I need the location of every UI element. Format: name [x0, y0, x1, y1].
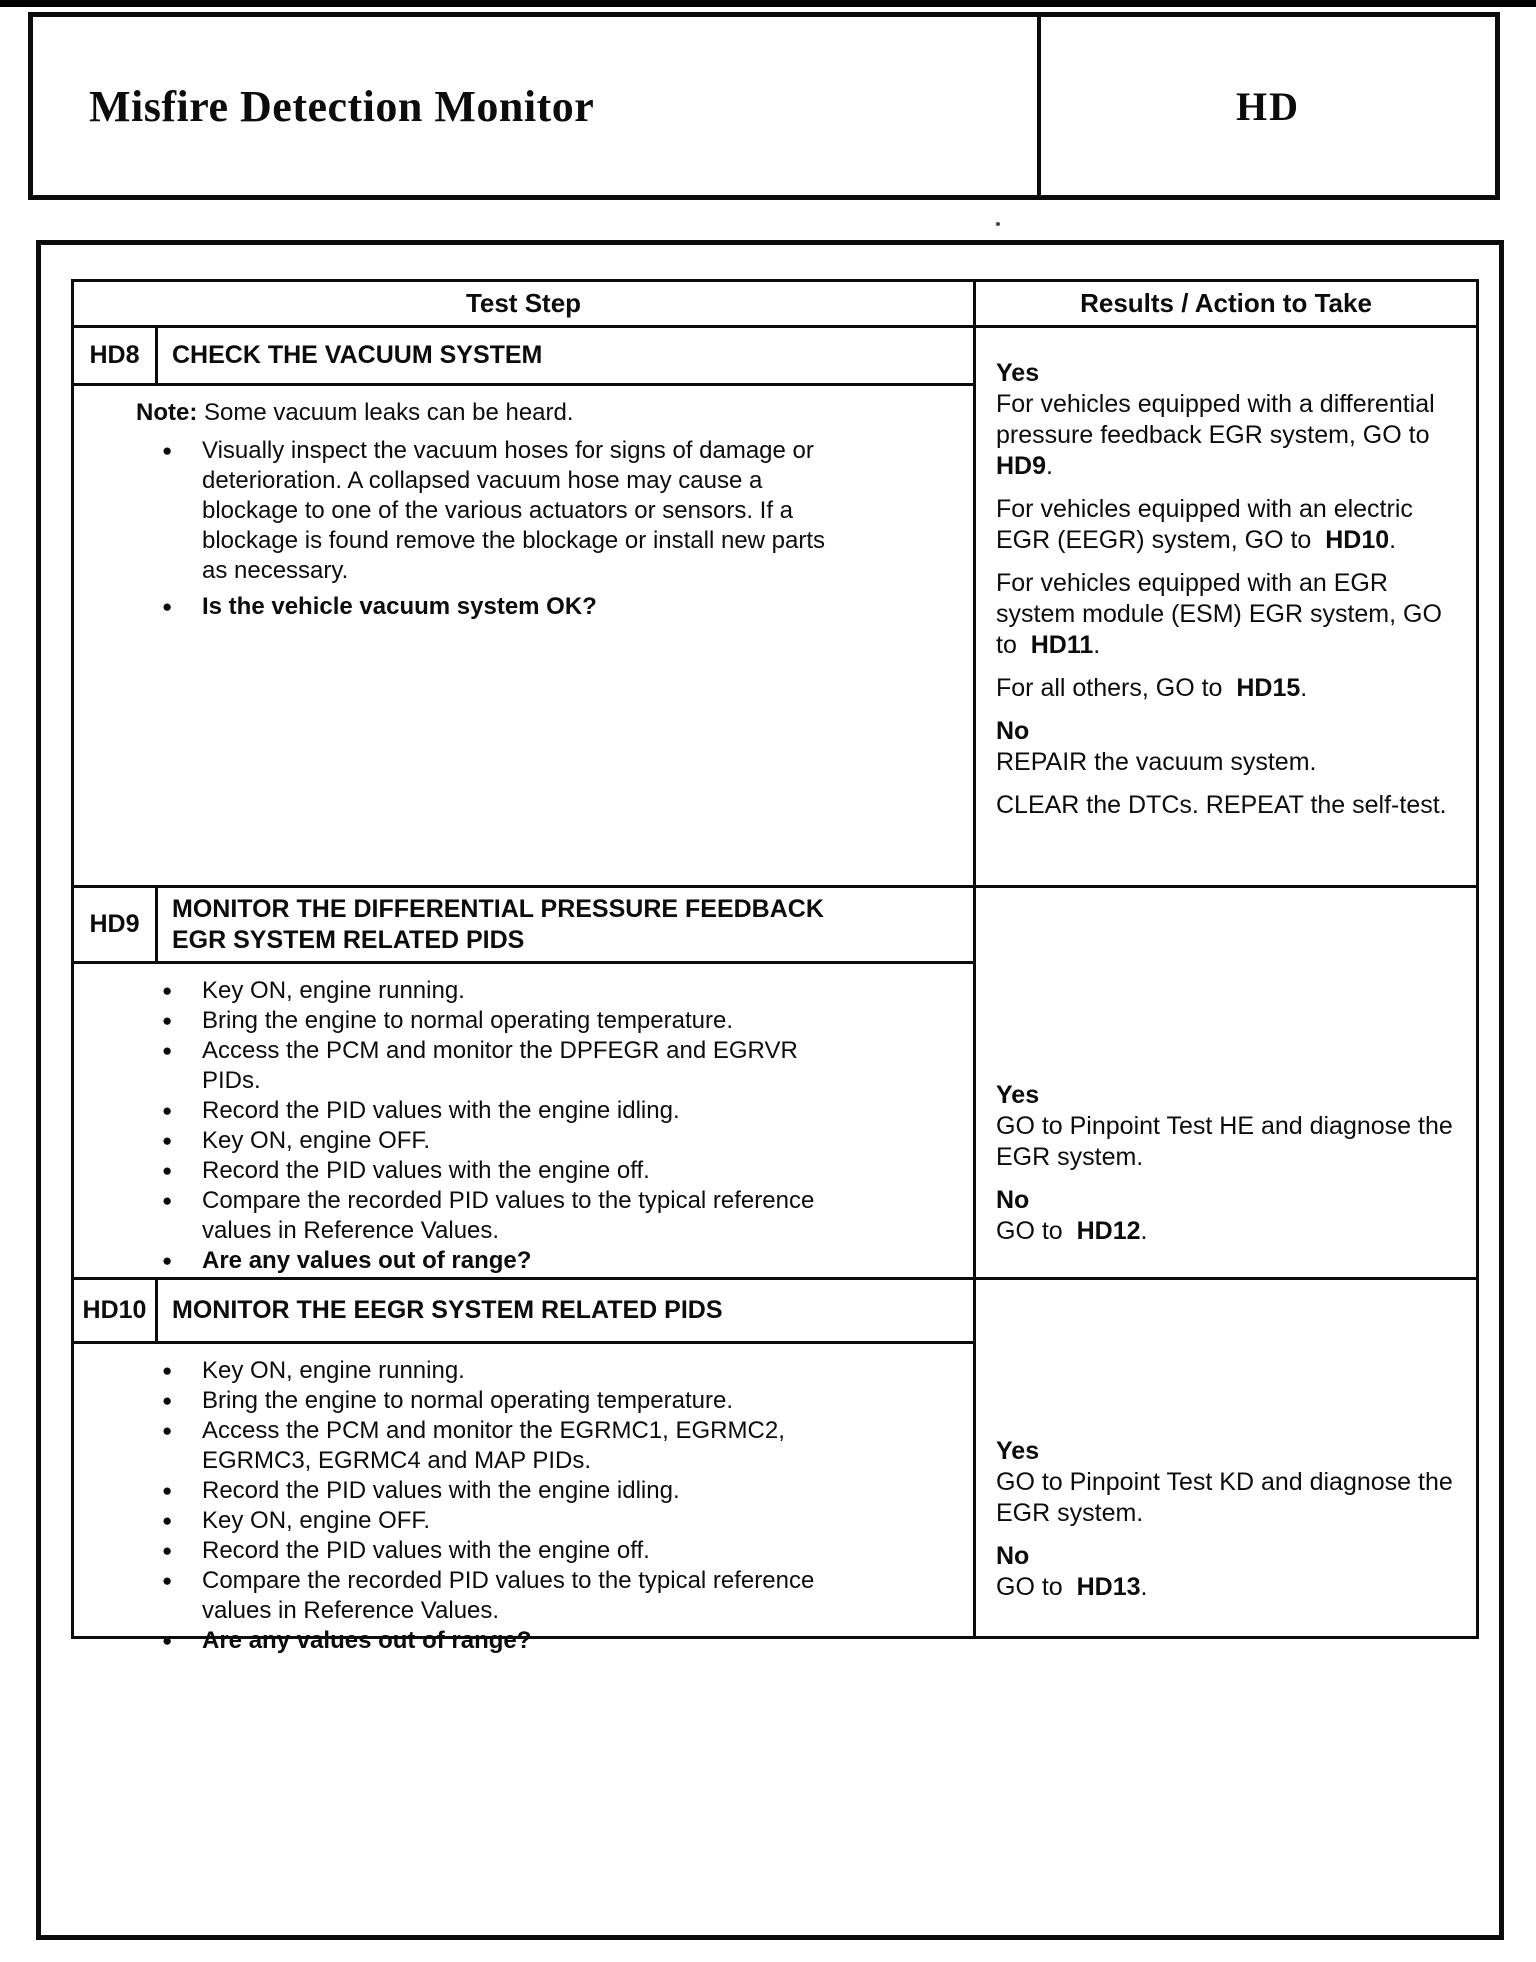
bullet-text: Key ON, engine OFF.: [202, 1507, 431, 1534]
bullet-item: [136, 1246, 949, 1276]
result-text: For vehicles equipped with an EGR system module (ESM) EGR system, GO to: [996, 569, 1442, 659]
result-paragraph: [996, 1436, 1460, 1529]
bullet-text: Record the PID values with the engine idling.: [202, 1097, 680, 1124]
bullet-icon: ●: [162, 1131, 173, 1150]
test-step-cell: [74, 1280, 976, 1654]
results-column-header: Results / Action to Take: [1080, 288, 1372, 318]
bullet-text: Compare the recorded PID values to the typical reference values in Reference Values.: [202, 1187, 815, 1244]
results-cell: [976, 1280, 1476, 1636]
test-step-column-header: Test Step: [74, 282, 976, 325]
bullet-item: [136, 1126, 949, 1156]
result-post: .: [1140, 1217, 1148, 1245]
result-text: GO to: [996, 1573, 1077, 1601]
bullet-icon: ●: [162, 1161, 173, 1180]
bullet-icon: ●: [162, 441, 173, 460]
bullet-text: Key ON, engine running.: [202, 1357, 465, 1384]
header-code-cell: [1041, 17, 1495, 195]
bullet-item: [136, 1096, 949, 1126]
result-paragraph: [996, 1541, 1460, 1603]
result-text: REPAIR the vacuum system.: [996, 748, 1317, 776]
test-table: [71, 279, 1479, 1654]
bullet-item: [136, 1156, 949, 1186]
scan-edge-strip: [0, 0, 1536, 7]
bullet-text: Access the PCM and monitor the EGRMC1, EGRMC2, EGRMC3, EGRMC4 and MAP PIDs.: [202, 1417, 785, 1474]
bullet-text: Record the PID values with the engine off.: [202, 1537, 650, 1564]
bullet-icon: ●: [162, 1541, 173, 1560]
bullet-text: Are any values out of range?: [202, 1627, 532, 1654]
bullet-text: Bring the engine to normal operating temperature.: [202, 1387, 733, 1414]
bullet-text: Record the PID values with the engine off.: [202, 1157, 650, 1184]
step-body: [74, 1344, 973, 1664]
bullet-icon: ●: [162, 1481, 173, 1500]
step-title-text: MONITOR THE DIFFERENTIAL PRESSURE FEEDBACK EGR SYSTEM RELATED PIDS: [172, 894, 824, 954]
step-title: [158, 328, 973, 383]
bullet-icon: ●: [162, 1421, 173, 1440]
test-step-cell: [74, 328, 976, 885]
result-text: For vehicles equipped with a differential pressure feedback EGR system, GO to: [996, 390, 1437, 449]
result-post: .: [1140, 1573, 1148, 1601]
note-label: Note:: [136, 399, 198, 426]
row-header: [74, 1280, 973, 1344]
step-id: HD10: [74, 1280, 158, 1341]
result-text: For all others, GO to: [996, 674, 1237, 702]
result-ref: HD11: [1030, 631, 1094, 659]
step-title-text: MONITOR THE EEGR SYSTEM RELATED PIDS: [172, 1296, 723, 1324]
bullet-item: [136, 1386, 949, 1416]
result-ref: HD15: [1236, 674, 1301, 702]
bullet-text: Compare the recorded PID values to the typical reference values in Reference Values.: [202, 1567, 815, 1624]
bullet-icon: ●: [162, 1041, 173, 1060]
result-paragraph: [996, 1080, 1460, 1173]
note-line: [136, 398, 949, 428]
result-paragraph: [996, 358, 1460, 482]
header-title-cell: [33, 17, 1041, 195]
result-paragraph: [996, 568, 1460, 661]
page-title: Misfire Detection Monitor: [89, 81, 595, 131]
row-header: [74, 888, 973, 964]
bullet-item: [136, 1356, 949, 1386]
bullet-item: [136, 592, 949, 622]
bullet-icon: ●: [162, 1511, 173, 1530]
result-post: .: [1093, 631, 1101, 659]
result-paragraph: [996, 1185, 1460, 1247]
result-ref: HD12: [1076, 1217, 1141, 1245]
step-title: [158, 888, 973, 961]
result-paragraph: [996, 716, 1460, 778]
bullet-item: [136, 1476, 949, 1506]
test-step-cell: [74, 888, 976, 1277]
result-ref: HD10: [1325, 526, 1390, 554]
result-post: .: [1046, 452, 1053, 480]
bullet-text: Record the PID values with the engine idling.: [202, 1477, 680, 1504]
results-cell: [976, 888, 1476, 1277]
bullet-icon: ●: [162, 1101, 173, 1120]
bullet-text: Visually inspect the vacuum hoses for signs of damage or deterioration. A collapsed vacuum hose may cause a blockage to one of the various actuators or sensors. If a blockage is found remove the blockage or install new parts as necessary.: [202, 437, 826, 584]
bullet-item: [136, 976, 949, 1006]
bullet-icon: ●: [162, 981, 173, 1000]
result-lead: No: [996, 1542, 1030, 1570]
result-text: CLEAR the DTCs. REPEAT the self-test.: [996, 791, 1447, 819]
scan-speck: [996, 222, 1000, 226]
result-lead: No: [996, 717, 1030, 745]
bullet-text: Key ON, engine running.: [202, 977, 465, 1004]
bullet-item: [136, 1036, 949, 1096]
bullet-text: Access the PCM and monitor the DPFEGR and EGRVR PIDs.: [202, 1037, 798, 1094]
test-row: [74, 328, 1476, 888]
test-row: [74, 888, 1476, 1280]
bullet-item: [136, 1416, 949, 1476]
step-title-text: CHECK THE VACUUM SYSTEM: [172, 341, 543, 369]
bullet-icon: ●: [162, 1191, 173, 1210]
bullet-item: [136, 436, 949, 586]
bullet-text: Key ON, engine OFF.: [202, 1127, 431, 1154]
result-lead: Yes: [996, 1437, 1040, 1465]
bullet-text: Bring the engine to normal operating temperature.: [202, 1007, 733, 1034]
bullet-item: [136, 1506, 949, 1536]
result-text: GO to Pinpoint Test HE and diagnose the EGR system.: [996, 1112, 1453, 1171]
bullet-icon: ●: [162, 1011, 173, 1030]
results-cell: [976, 328, 1476, 885]
result-paragraph: [996, 494, 1460, 556]
bullet-icon: ●: [162, 1361, 173, 1380]
bullet-icon: ●: [162, 1571, 173, 1590]
document-header: [28, 12, 1500, 200]
bullet-icon: ●: [162, 1251, 173, 1270]
bullet-item: [136, 1626, 949, 1656]
step-body: [74, 386, 973, 630]
result-post: .: [1389, 526, 1397, 554]
step-title: [158, 1280, 973, 1341]
test-row: [74, 1280, 1476, 1654]
note-text: Some vacuum leaks can be heard.: [197, 399, 574, 426]
table-header-row: [74, 282, 1476, 328]
result-paragraph: [996, 673, 1460, 704]
bullet-item: [136, 1006, 949, 1036]
result-text: GO to Pinpoint Test KD and diagnose the EGR system.: [996, 1468, 1453, 1527]
bullet-item: [136, 1186, 949, 1246]
result-paragraph: [996, 790, 1460, 821]
result-lead: Yes: [996, 1081, 1040, 1109]
result-ref: HD13: [1076, 1573, 1141, 1601]
result-lead: No: [996, 1186, 1030, 1214]
result-text: GO to: [996, 1217, 1077, 1245]
bullet-icon: ●: [162, 1391, 173, 1410]
bullet-item: [136, 1566, 949, 1626]
step-body: [74, 964, 973, 1284]
result-post: .: [1300, 674, 1308, 702]
bullet-icon: ●: [162, 1631, 173, 1650]
result-lead: Yes: [996, 359, 1040, 387]
row-header: [74, 328, 973, 386]
bullet-text: Is the vehicle vacuum system OK?: [202, 593, 597, 620]
content-box: [36, 240, 1504, 1940]
bullet-icon: ●: [162, 597, 173, 616]
bullet-item: [136, 1536, 949, 1566]
result-ref: HD9: [996, 452, 1047, 480]
step-id: HD9: [74, 888, 158, 961]
section-code: HD: [1236, 83, 1300, 129]
result-text: For vehicles equipped with an electric EGR (EEGR) system, GO to: [996, 495, 1413, 554]
step-id: HD8: [74, 328, 158, 383]
bullet-text: Are any values out of range?: [202, 1247, 532, 1274]
